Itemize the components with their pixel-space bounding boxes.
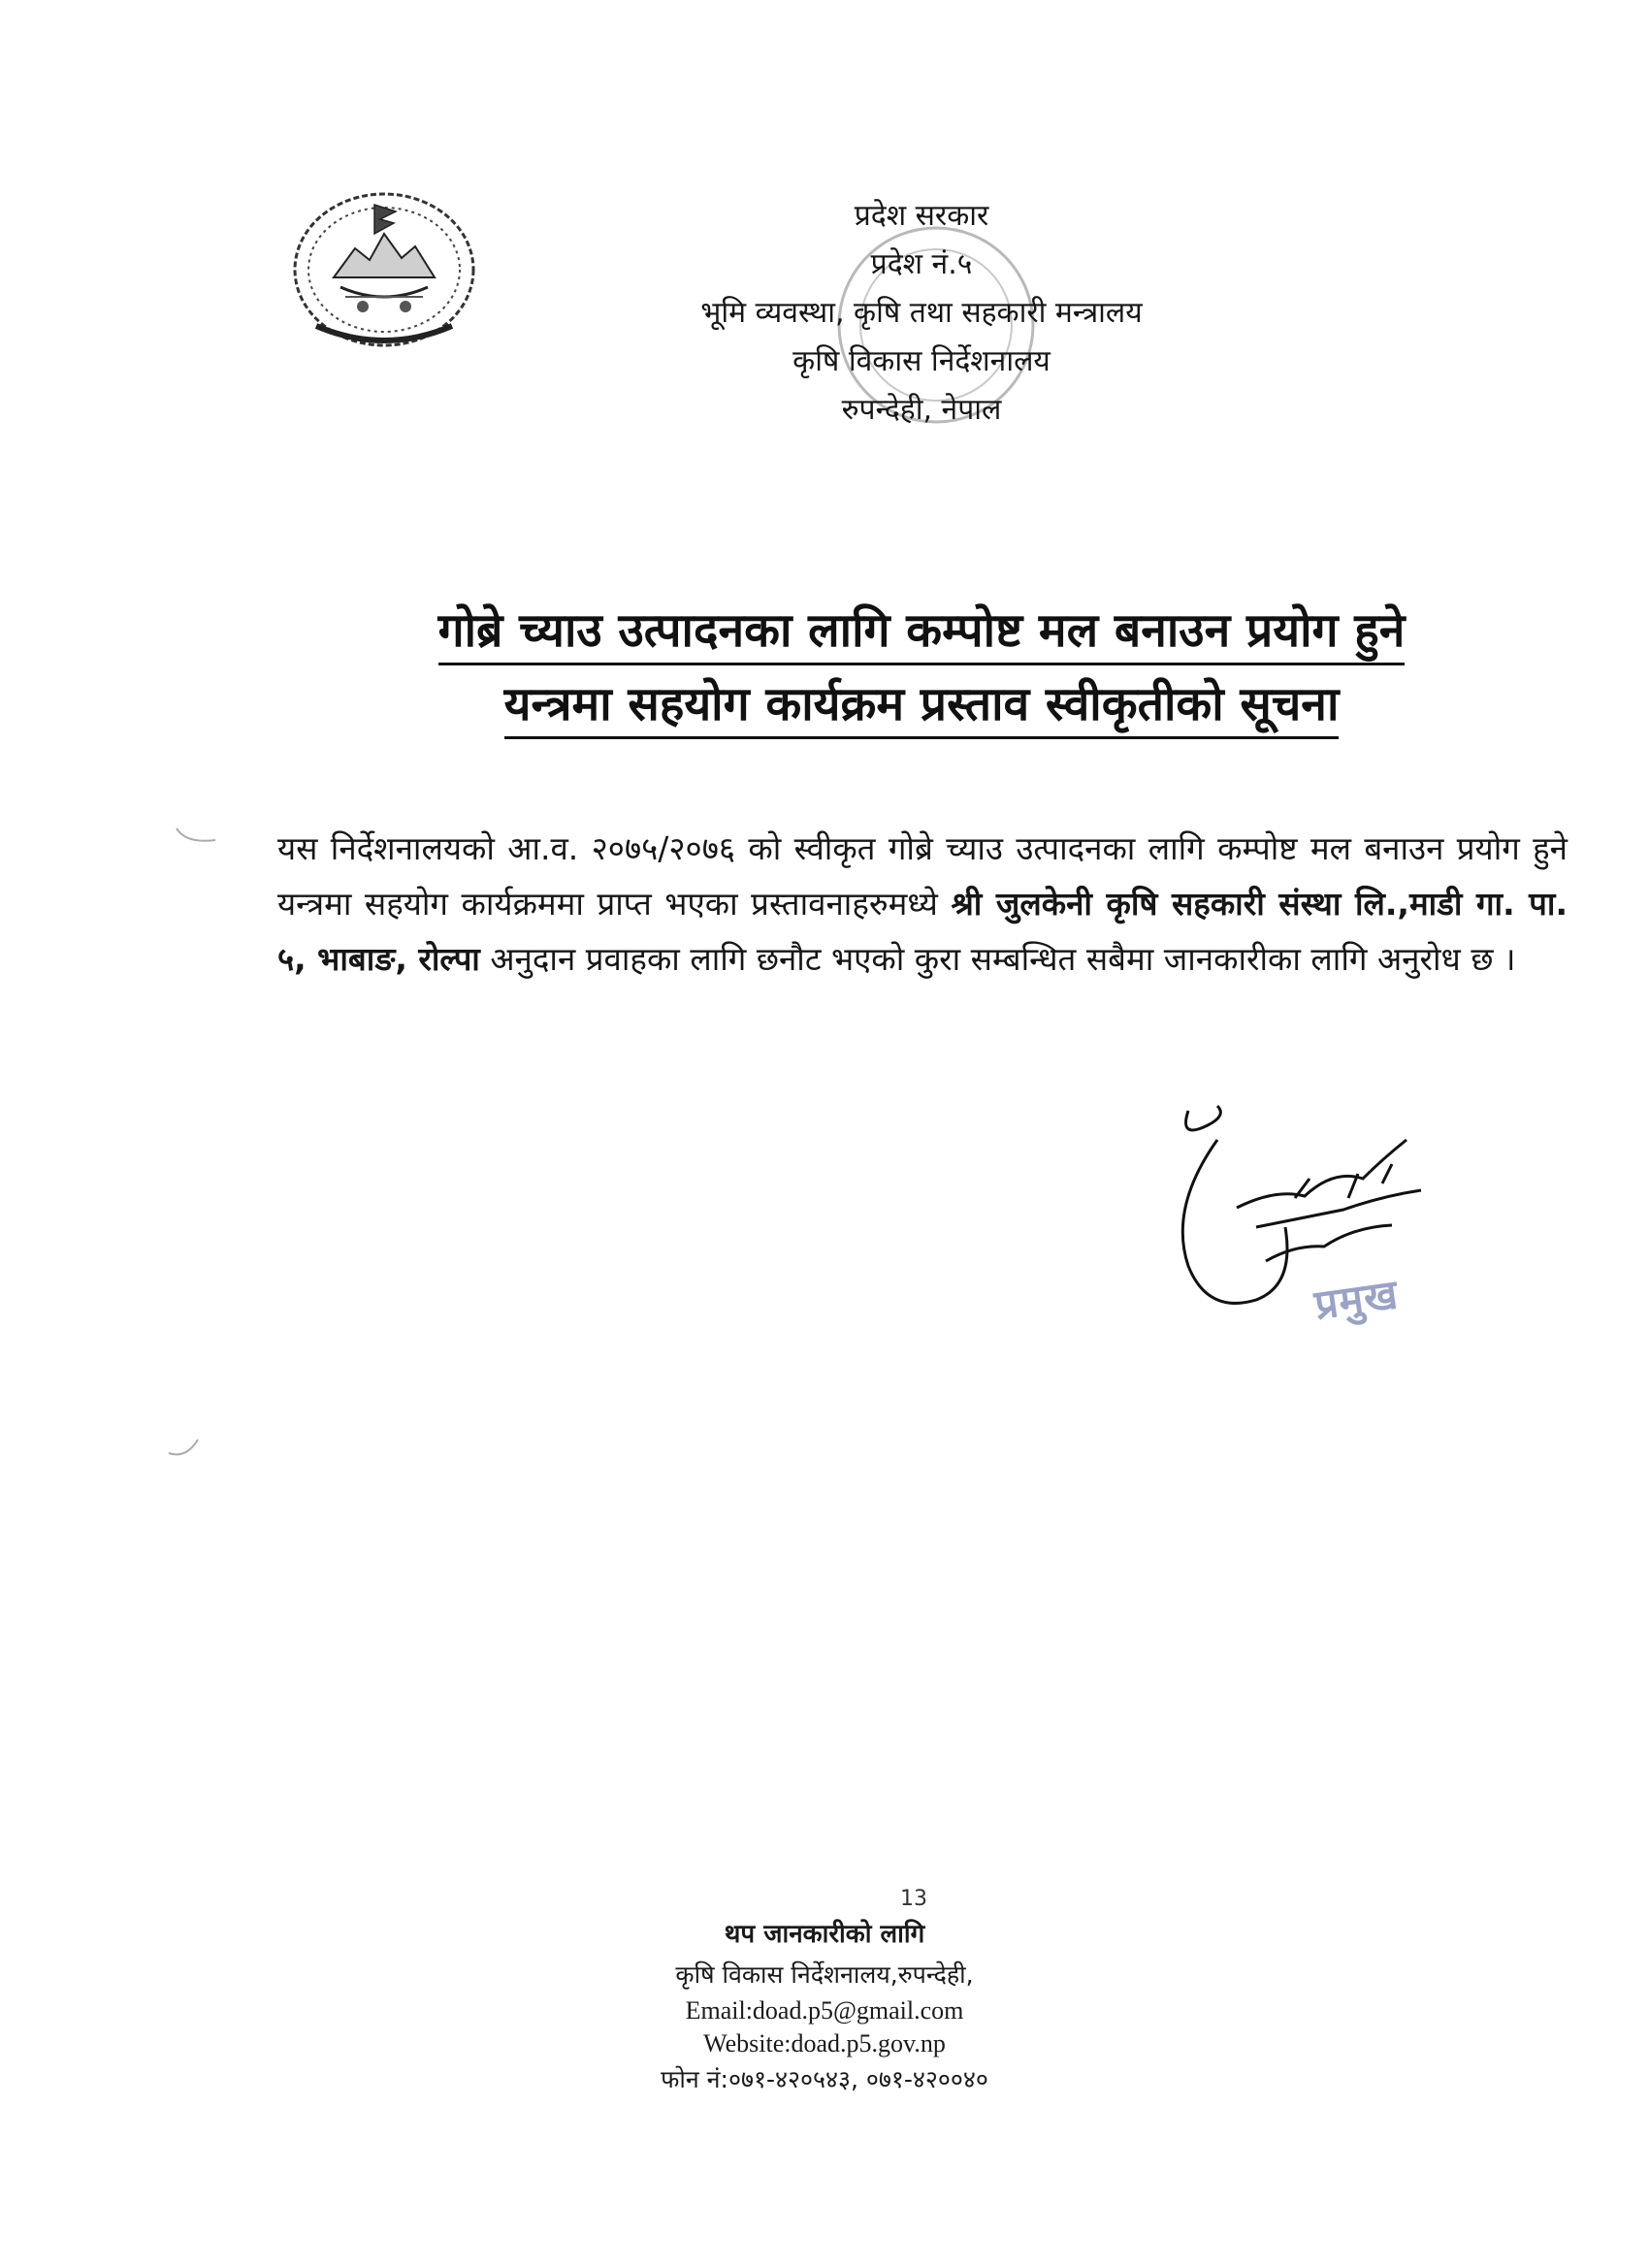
body-organization-name: श्री जुलकेनी कृषि सहकारी संस्था लि.,माडी गा. पा. ५, भाबाङ, रोल्पा: [277, 885, 1568, 978]
notice-title-line-2: यन्त्रमा सहयोग कार्यक्रम प्रस्ताव स्वीकृतीको सूचना: [504, 672, 1340, 739]
header-line-location: रुपन्देही, नेपाल: [841, 393, 1002, 427]
footer-website: Website:doad.p5.gov.np: [703, 2029, 946, 2057]
footer-email: Email:doad.p5@gmail.com: [685, 1996, 964, 2025]
footer-title: थप जानकारीको लागि: [724, 1920, 925, 1949]
body-text-part-1: यस निर्देशनालयको आ.व. २०७५/२०७६ को स्वीकृत गोब्रे च्याउ उत्पादनका लागि कम्पोष्ट मल बनाउन प्रयोग हुने यन्त्रमा सहयोग कार्यक्रममा प्राप्त भएका प्रस्तावनाहरुमध्ये: [277, 829, 1568, 923]
notice-body: [277, 821, 1568, 987]
notice-title: [291, 594, 1552, 741]
page-number-mark: 13: [900, 1887, 927, 1911]
contact-footer: [582, 1913, 1067, 2099]
header-line-government: प्रदेश सरकार: [854, 199, 989, 233]
footer-office: कृषि विकास निर्देशनालय,रुपन्देही,: [675, 1960, 974, 1989]
header-line-directorate: कृषि विकास निर्देशनालय: [792, 344, 1051, 378]
margin-mark-top: [173, 823, 221, 852]
body-text-part-2: अनुदान प्रवाहका लागि छनौट भएको कुरा सम्बन्धित सबैमा जानकारीका लागि अनुरोध छ ।: [479, 940, 1516, 978]
notice-title-line-1: गोब्रे च्याउ उत्पादनका लागि कम्पोष्ट मल बनाउन प्रयोग हुने: [438, 599, 1406, 665]
designation-stamp: प्रमुख: [1311, 1270, 1402, 1329]
government-emblem: [287, 190, 481, 350]
header-line-ministry: भूमि व्यवस्था, कृषि तथा सहकारी मन्त्रालय: [700, 296, 1143, 330]
office-header: [582, 192, 1261, 435]
header-line-province: प्रदेश नं.५: [870, 247, 973, 281]
footer-phone: फोन नं:०७१-४२०५४३, ०७१-४२००४०: [661, 2065, 988, 2093]
margin-mark-bottom: [165, 1434, 204, 1463]
